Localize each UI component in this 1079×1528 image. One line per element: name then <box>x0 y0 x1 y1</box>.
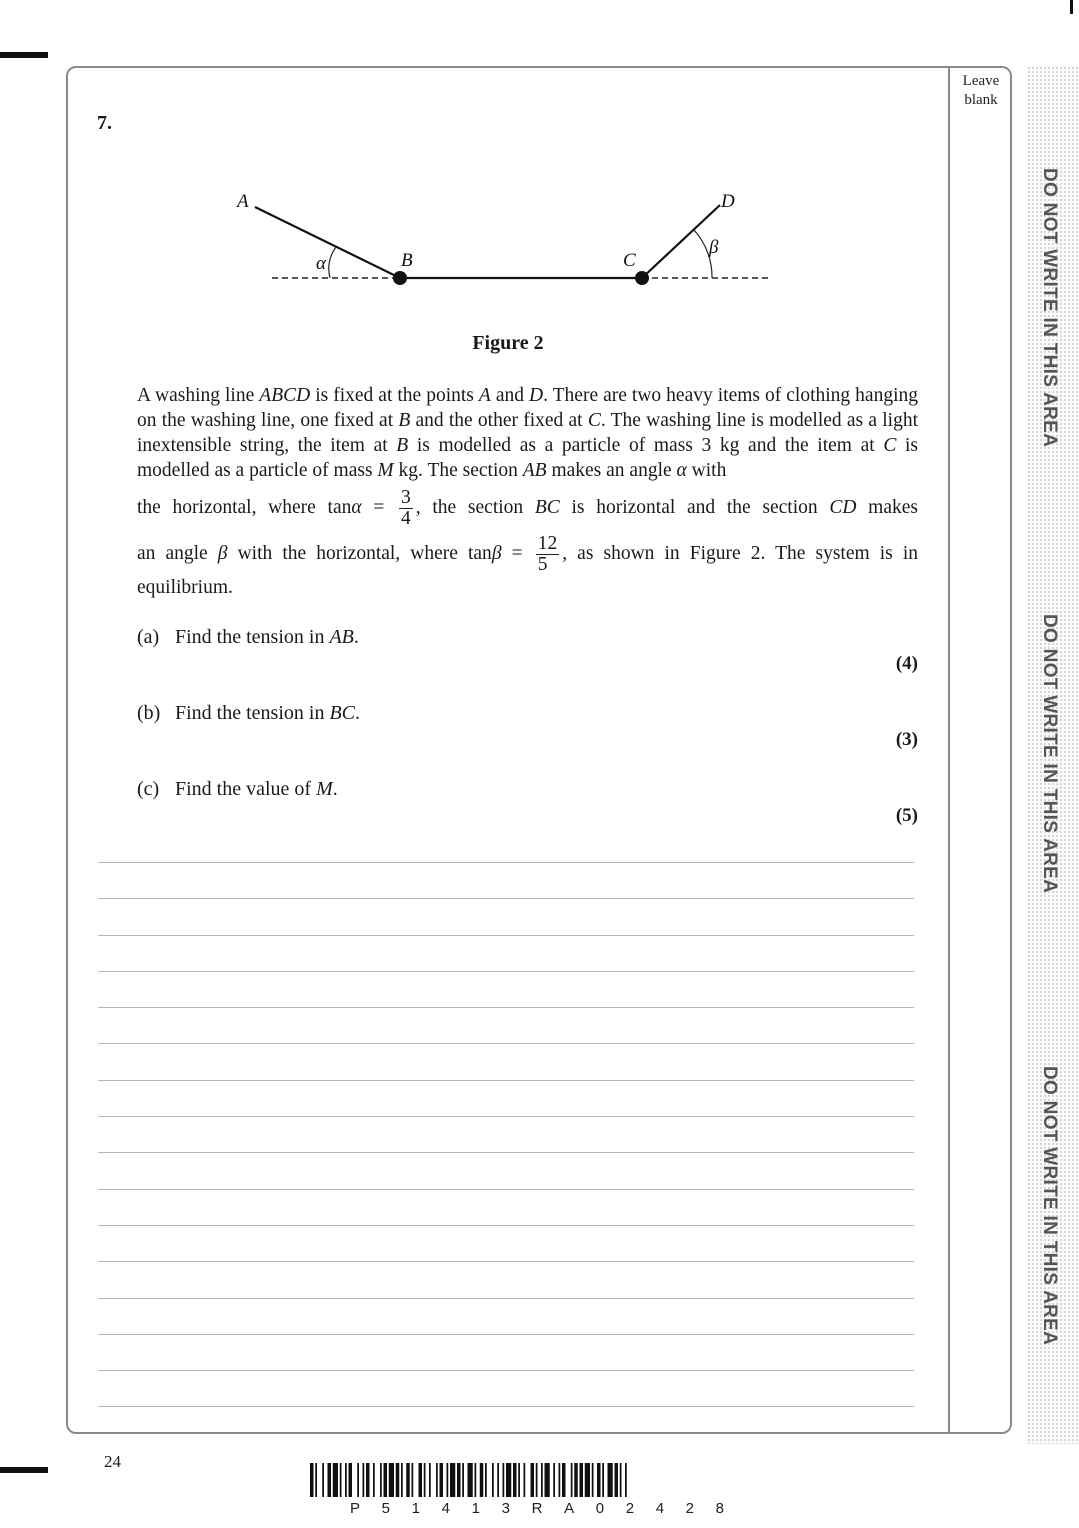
barcode-bar <box>333 1463 338 1497</box>
barcode-bar <box>440 1463 444 1497</box>
answer-line[interactable] <box>98 935 914 936</box>
barcode-bar <box>468 1463 473 1497</box>
leave-blank-line1: Leave <box>962 73 1000 89</box>
question-line-tan-beta: an angle β with the horizontal, where tanβ = $\frac{12}{5}$ , as shown in Figure 2. The system is in <box>137 533 918 575</box>
barcode-bar <box>475 1463 477 1497</box>
barcode-bar <box>389 1463 394 1497</box>
answer-line[interactable] <box>98 971 914 972</box>
figure-washing-line <box>230 185 790 300</box>
question-number: 7. <box>97 112 112 134</box>
barcode-bar <box>625 1463 627 1497</box>
barcode-bar <box>363 1463 365 1497</box>
barcode-bar <box>553 1463 555 1497</box>
label-beta: β <box>709 237 719 258</box>
barcode-bar <box>315 1463 317 1497</box>
barcode-bar <box>447 1463 449 1497</box>
answer-line[interactable] <box>98 1080 914 1081</box>
question-paragraph: A washing line ABCD is fixed at the points A and D. There are two heavy items of clothing hanging on the washing line, one fixed at B and the other fixed at C. The washing line is modelled as a light inextensible string, the item at B is modelled as a particle of mass 3 kg and the item at C is modelled as a particle of mass M kg. The section AB makes an angle α with <box>137 385 919 481</box>
answer-line[interactable] <box>98 1225 914 1226</box>
barcode-bar <box>562 1463 566 1497</box>
barcode-bar <box>492 1463 494 1497</box>
barcode-bar <box>373 1463 375 1497</box>
label-d: D <box>721 191 735 212</box>
fraction-twelve-fifths: $\frac{12}{5}$ <box>537 533 558 575</box>
registration-mark-bottom-left <box>0 1467 48 1473</box>
leave-blank-line2: blank <box>964 92 998 108</box>
barcode-bar <box>462 1463 464 1497</box>
barcode-bar <box>503 1463 505 1497</box>
barcode-bar <box>406 1463 410 1497</box>
barcode-bar <box>380 1463 382 1497</box>
barcode-bar <box>457 1463 461 1497</box>
label-b: B <box>401 250 413 271</box>
answer-line[interactable] <box>98 1043 914 1044</box>
answer-line[interactable] <box>98 1116 914 1117</box>
answer-line[interactable] <box>98 1189 914 1190</box>
barcode-bar <box>328 1463 332 1497</box>
part-c: (c) Find the value of M. <box>137 778 338 800</box>
barcode-bar <box>580 1463 584 1497</box>
leave-blank-label <box>952 72 1010 110</box>
label-c: C <box>623 250 636 271</box>
barcode-bar <box>592 1463 594 1497</box>
answer-line[interactable] <box>98 1370 914 1371</box>
label-a: A <box>237 191 249 212</box>
fraction-three-quarters: $\frac{3}{4}$ <box>401 487 411 529</box>
figure-caption: Figure 2 <box>472 332 544 354</box>
barcode-bar <box>366 1463 370 1497</box>
answer-line[interactable] <box>98 862 914 863</box>
barcode-bar <box>412 1463 414 1497</box>
part-a: (a) Find the tension in AB. <box>137 626 359 648</box>
barcode-bar <box>340 1463 342 1497</box>
barcode-bar <box>506 1463 511 1497</box>
marks-b: (3) <box>895 729 918 750</box>
barcode-bar <box>419 1463 423 1497</box>
page-number: 24 <box>104 1452 121 1471</box>
side-warning-middle: DO NOT WRITE IN THIS AREA <box>1039 614 1060 894</box>
barcode-bar <box>396 1463 400 1497</box>
leave-blank-divider <box>948 67 950 1433</box>
angle-arc-alpha <box>329 247 336 278</box>
barcode-bar <box>524 1463 526 1497</box>
barcode-bar <box>559 1463 561 1497</box>
side-warning-top: DO NOT WRITE IN THIS AREA <box>1039 168 1060 448</box>
answer-line[interactable] <box>98 1298 914 1299</box>
marks-c: (5) <box>895 805 918 826</box>
question-line-equilibrium: equilibrium. <box>137 577 233 598</box>
barcode-bar <box>401 1463 403 1497</box>
answer-line[interactable] <box>98 1406 914 1407</box>
barcode-bar <box>310 1463 314 1497</box>
part-b: (b) Find the tension in BC. <box>137 702 361 724</box>
barcode-bar <box>608 1463 613 1497</box>
registration-mark-top-left <box>0 52 48 58</box>
barcode <box>310 1463 764 1497</box>
question-line-tan-alpha: the horizontal, where tanα = $\frac{3}{4}$ , the section BC is horizontal and the section CD makes <box>137 487 918 529</box>
barcode-bar <box>541 1463 543 1497</box>
barcode-bar <box>574 1463 578 1497</box>
barcode-bar <box>513 1463 517 1497</box>
answer-line[interactable] <box>98 1152 914 1153</box>
answer-line[interactable] <box>98 1261 914 1262</box>
barcode-bar <box>429 1463 431 1497</box>
barcode-bar <box>485 1463 487 1497</box>
barcode-bar <box>345 1463 347 1497</box>
answer-line[interactable] <box>98 1007 914 1008</box>
barcode-bar <box>480 1463 484 1497</box>
barcode-bar <box>384 1463 388 1497</box>
barcode-bar <box>545 1463 550 1497</box>
barcode-bar <box>518 1463 520 1497</box>
barcode-bar <box>597 1463 601 1497</box>
marks-a: (4) <box>895 653 918 674</box>
barcode-bar <box>436 1463 438 1497</box>
label-alpha: α <box>316 253 326 274</box>
barcode-bar <box>497 1463 499 1497</box>
barcode-bar <box>322 1463 324 1497</box>
segment-ab <box>255 207 400 278</box>
barcode-bar <box>571 1463 573 1497</box>
barcode-bar <box>536 1463 538 1497</box>
particle-b <box>393 271 407 285</box>
answer-line[interactable] <box>98 898 914 899</box>
particle-c <box>635 271 649 285</box>
side-warning-bottom: DO NOT WRITE IN THIS AREA <box>1039 1066 1060 1346</box>
barcode-bar <box>620 1463 622 1497</box>
barcode-bar <box>585 1463 590 1497</box>
barcode-bar <box>349 1463 353 1497</box>
barcode-bar <box>602 1463 604 1497</box>
barcode-text: P 5 1 4 1 3 R A 0 2 4 2 8 <box>350 1500 724 1517</box>
barcode-bar <box>531 1463 535 1497</box>
barcode-bar <box>357 1463 359 1497</box>
registration-mark-top-right <box>1070 0 1073 14</box>
barcode-bar <box>450 1463 455 1497</box>
barcode-bar <box>615 1463 619 1497</box>
answer-line[interactable] <box>98 1334 914 1335</box>
barcode-bar <box>424 1463 426 1497</box>
